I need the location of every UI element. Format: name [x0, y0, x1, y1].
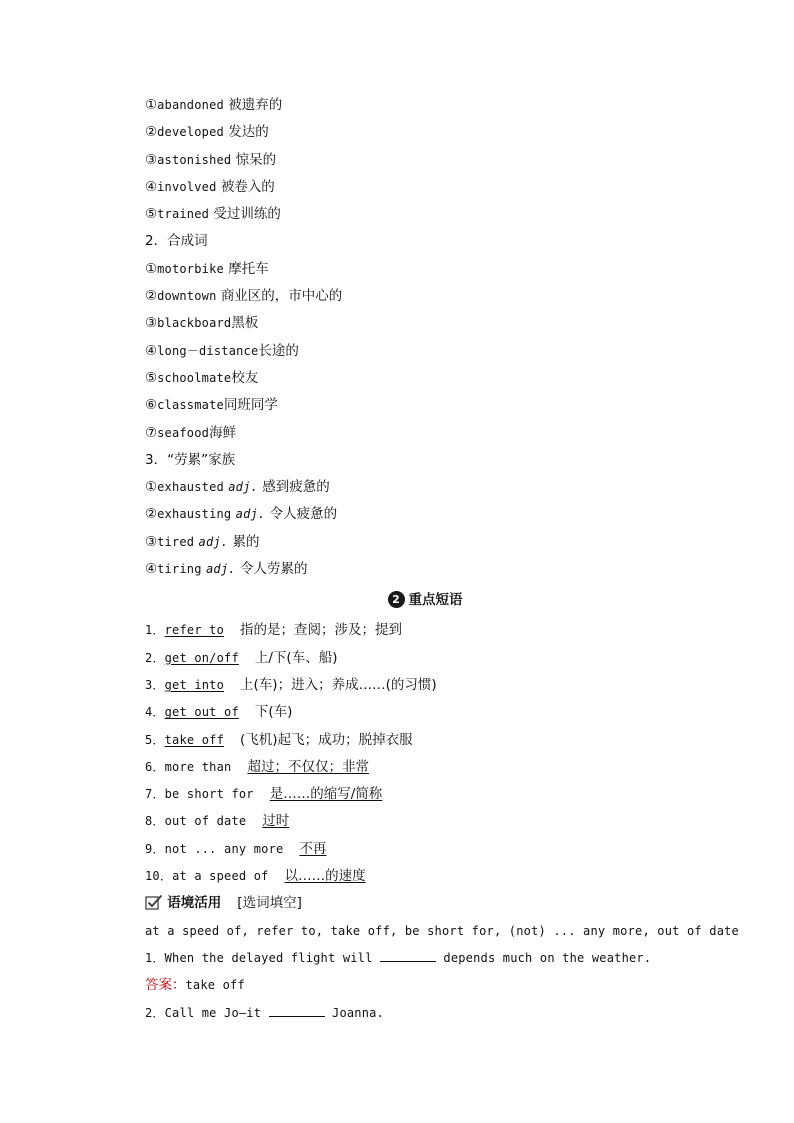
list-item: ④tiring adj. 令人劳累的 — [145, 561, 308, 578]
answer-blank[interactable] — [380, 949, 436, 962]
question-1: 1．When the delayed flight will depends much on the weather. — [145, 950, 652, 965]
phrase-list — [145, 617, 705, 890]
section-title: 重点短语 — [408, 592, 463, 609]
document-page — [145, 92, 739, 1027]
list-item: ⑦seafood海鲜 — [145, 424, 237, 441]
phrase-item: 10．at a speed of 以……的速度 — [145, 868, 366, 885]
phrase-item: 3．get into 上(车)；进入；养成……(的习惯) — [145, 676, 437, 693]
list-item: ②exhausting adj. 令人疲惫的 — [145, 506, 338, 523]
compound-list — [145, 256, 705, 447]
list-item: ①abandoned 被遗弃的 — [145, 97, 283, 113]
list-item: ③blackboard黑板 — [145, 315, 259, 332]
answer-blank[interactable] — [269, 1004, 325, 1017]
exercise-subtitle: [选词填空] — [237, 895, 302, 912]
phrase-item: 7．be short for 是……的缩写/简称 — [145, 786, 383, 803]
list-item: ⑥classmate同班同学 — [145, 397, 278, 414]
phrase-item: 1．refer to 指的是；查阅；涉及；提到 — [145, 622, 403, 639]
list-item: ⑤trained 受过训练的 — [145, 206, 281, 223]
phrase-item: 4．get out of 下(车) — [145, 704, 293, 721]
section-heading — [145, 585, 705, 615]
phrase-item: 9．not ... any more 不再 — [145, 840, 327, 857]
list-item: ⑤schoolmate校友 — [145, 369, 259, 386]
tired-family-list — [145, 474, 705, 583]
list-item: ④long－distance长途的 — [145, 342, 299, 359]
list-item: ②developed 发达的 — [145, 124, 269, 141]
list-item: ②downtown 商业区的，市中心的 — [145, 288, 343, 305]
phrase-item: 6．more than 超过；不仅仅；非常 — [145, 758, 369, 775]
checkmark-icon — [145, 893, 163, 909]
list-item: ④involved 被卷入的 — [145, 178, 275, 195]
answer-text: take off — [185, 978, 245, 993]
exercise-title: 语境活用 — [167, 895, 222, 912]
word-bank: at a speed of, refer to, take off, be short for, (not) ... any more, out of date — [145, 923, 739, 938]
phrase-item: 5．take off (飞机)起飞；成功；脱掉衣服 — [145, 731, 413, 748]
section-number-badge: 2 — [388, 591, 405, 608]
question-2: 2．Call me Jo—it Joanna. — [145, 1005, 385, 1020]
tired-family-title: 3．“劳累”家族 — [145, 451, 236, 468]
phrase-item: 2．get on/off 上/下(车、船) — [145, 649, 338, 666]
list-item: ③tired adj. 累的 — [145, 533, 260, 550]
compound-words-title: 2．合成词 — [145, 233, 208, 250]
phrase-item: 8．out of date 过时 — [145, 813, 290, 830]
list-item: ③astonished 惊呆的 — [145, 151, 277, 168]
answer-1 — [145, 972, 705, 999]
list-item: ①motorbike 摩托车 — [145, 260, 269, 277]
answer-label: 答案： — [145, 977, 186, 994]
list-item: ①exhausted adj. 感到疲惫的 — [145, 479, 330, 496]
adjective-list — [145, 92, 705, 228]
exercise-header — [145, 890, 705, 917]
